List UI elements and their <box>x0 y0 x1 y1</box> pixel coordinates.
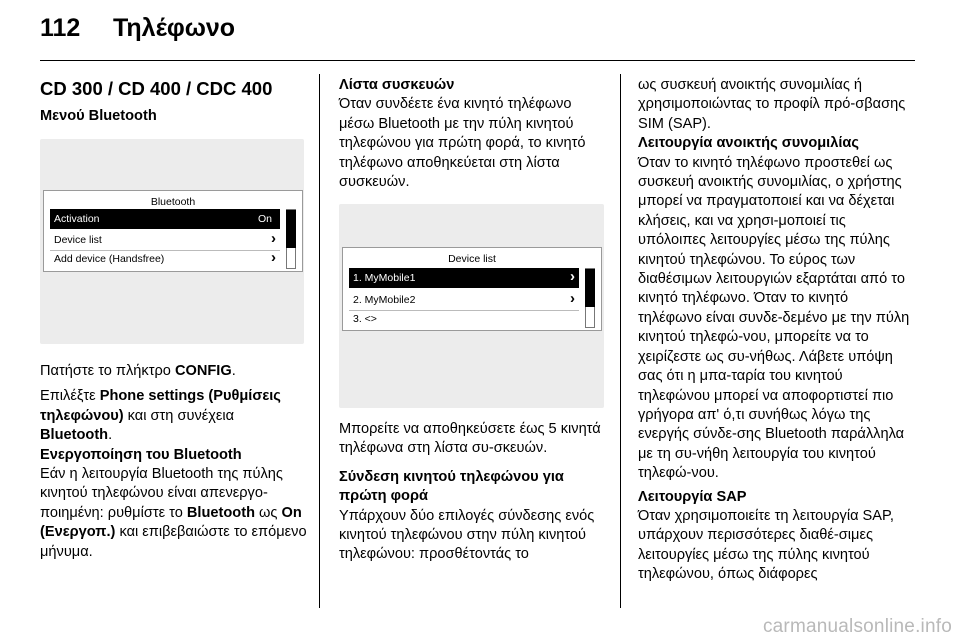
paragraph-sap-intro: ως συσκευή ανοικτής συνομιλίας ή χρησιμοποιώντας το προφίλ πρό-σβασης SIM (SAP). <box>638 77 906 132</box>
heading-sap: Λειτουργία SAP <box>638 488 747 505</box>
middle-column-bottom <box>339 420 605 565</box>
menu-row-activation <box>50 209 280 229</box>
scrollbar-track <box>286 209 296 269</box>
scrollbar-thumb <box>286 210 296 248</box>
left-column <box>40 78 308 126</box>
scrollbar-thumb <box>585 269 595 307</box>
chevron-right-icon: › <box>271 249 276 266</box>
header-divider <box>40 60 915 61</box>
chevron-right-icon: › <box>570 290 575 307</box>
right-column <box>638 76 910 585</box>
paragraph-capacity: Μπορείτε να αποθηκεύσετε έως 5 κινητά τηλέφωνα στη λίστα συ-σκευών. <box>339 421 601 457</box>
heading-device-list: Λίστα συσκευών <box>339 77 455 93</box>
text: και επιβεβαιώστε το επόμενο μήνυμα. <box>40 524 307 560</box>
config-key: CONFIG <box>174 363 232 379</box>
device-row-1 <box>349 268 579 288</box>
column-divider-2 <box>620 74 621 608</box>
text: Πατήστε το πλήκτρο <box>40 363 175 379</box>
paragraph-select <box>40 387 312 445</box>
row-label: 1. MyMobile1 <box>353 272 416 284</box>
paragraph-device-list: Όταν συνδέετε ένα κινητό τηλέφωνο μέσω Bluetooth με την πύλη κινητού τηλεφώνου για πρώτη φορά, το κινητό τηλέφωνο αποθηκεύεται στη λίστα συσκευών. <box>339 96 586 191</box>
text: και στη συνέχεια <box>123 407 235 424</box>
heading-activation: Ενεργοποίηση του Bluetooth <box>40 446 242 463</box>
menu-row-device-list <box>50 230 280 251</box>
text: Επιλέξτε <box>40 388 100 405</box>
page-title: Τηλέφωνο <box>113 14 236 42</box>
device-list-panel <box>342 247 602 331</box>
paragraph-config <box>40 362 312 381</box>
section-title: CD 300 / CD 400 / CDC 400 <box>40 78 273 99</box>
row-label: Activation <box>54 213 100 225</box>
row-value: On <box>257 213 272 225</box>
heading-handsfree: Λειτουργία ανοικτής συνομιλίας <box>638 135 859 152</box>
menu-row-add-device <box>50 249 280 269</box>
paragraph-activation <box>40 465 312 562</box>
paragraph-first-connection: Υπάρχουν δύο επιλογές σύνδεσης ενός κινητού τηλεφώνου στην πύλη κινητού τηλεφώνου: προσθέτοντάς το <box>339 507 595 563</box>
chevron-right-icon: › <box>570 268 575 285</box>
on-label: On (Ενεργοπ.) <box>40 504 302 541</box>
left-column-text <box>40 362 312 562</box>
phone-settings-label: Phone settings (Ρυθμίσεις τηλεφώνου) <box>40 388 281 424</box>
middle-column-top <box>339 76 605 192</box>
scrollbar-track <box>585 268 595 328</box>
row-label: Add device (Handsfree) <box>54 253 165 265</box>
row-label: 2. MyMobile2 <box>353 294 416 306</box>
text: . <box>231 363 236 379</box>
text: Εάν η λειτουργία Bluetooth της πύλης κινητού τηλεφώνου είναι απενεργο-ποιημένη: ρυθμίστε το <box>40 466 283 521</box>
watermark: carmanualsonline.info <box>762 616 952 637</box>
bluetooth-menu-panel <box>43 190 303 272</box>
text: ως <box>254 504 282 521</box>
text: . <box>108 427 113 444</box>
row-label: Device list <box>54 234 102 246</box>
row-label: 3. <> <box>353 313 377 325</box>
device-row-2 <box>349 290 579 311</box>
bluetooth-label: Bluetooth <box>40 427 109 444</box>
device-row-3 <box>349 309 579 329</box>
panel-title: Bluetooth <box>150 196 196 208</box>
device-list-screen-image <box>339 204 604 408</box>
page-number: 112 <box>40 14 81 42</box>
chevron-right-icon: › <box>271 230 276 247</box>
paragraph-handsfree: Όταν το κινητό τηλέφωνο προστεθεί ως συσκευή ανοικτής συνομιλίας, ο χρήστης μπορεί να πραγματοποιεί και να δέχεται κλήσεις, και να χρησι-μοποιεί τις υπόλοιπες λειτουργίες μέσω της πύλης κινητού τηλεφώνου. Το εύρος των διαθέσιμων λειτουργιών εξαρτάται από το κινητό τηλέφωνο. Όταν το κινητό τηλέφωνο είναι συνδε-δεμένο με την πύλη κινητού τηλεφώ-νου, μπορείτε να το χειρίζεστε ως συ-νήθως. Λάβετε υπόψη σας ότι η μπα-ταρία του κινητού τηλεφώνου μπορεί να αποφορτιστεί πιο γρήγορα απ' ό,τι συνήθως λόγω της ενεργής σύνδε-σης Bluetooth παράλληλα με τη συ-νήθη λειτουργία του κινητού τηλεφώ-νου. <box>638 154 910 482</box>
bluetooth-label: Bluetooth <box>186 504 255 521</box>
panel-title: Device list <box>448 253 496 265</box>
paragraph-sap: Όταν χρησιμοποιείτε τη λειτουργία SAP, υπάρχουν περισσότερες διαθέ-σιμες λειτουργίες μέσω της πύλης κινητού τηλεφώνου, όπως διάφορες <box>638 507 894 583</box>
heading-first-connection: Σύνδεση κινητού τηλεφώνου για πρώτη φορά <box>339 468 564 505</box>
column-divider-1 <box>319 74 320 608</box>
bluetooth-screen-image <box>40 139 304 344</box>
menu-title: Μενού Bluetooth <box>40 108 157 124</box>
